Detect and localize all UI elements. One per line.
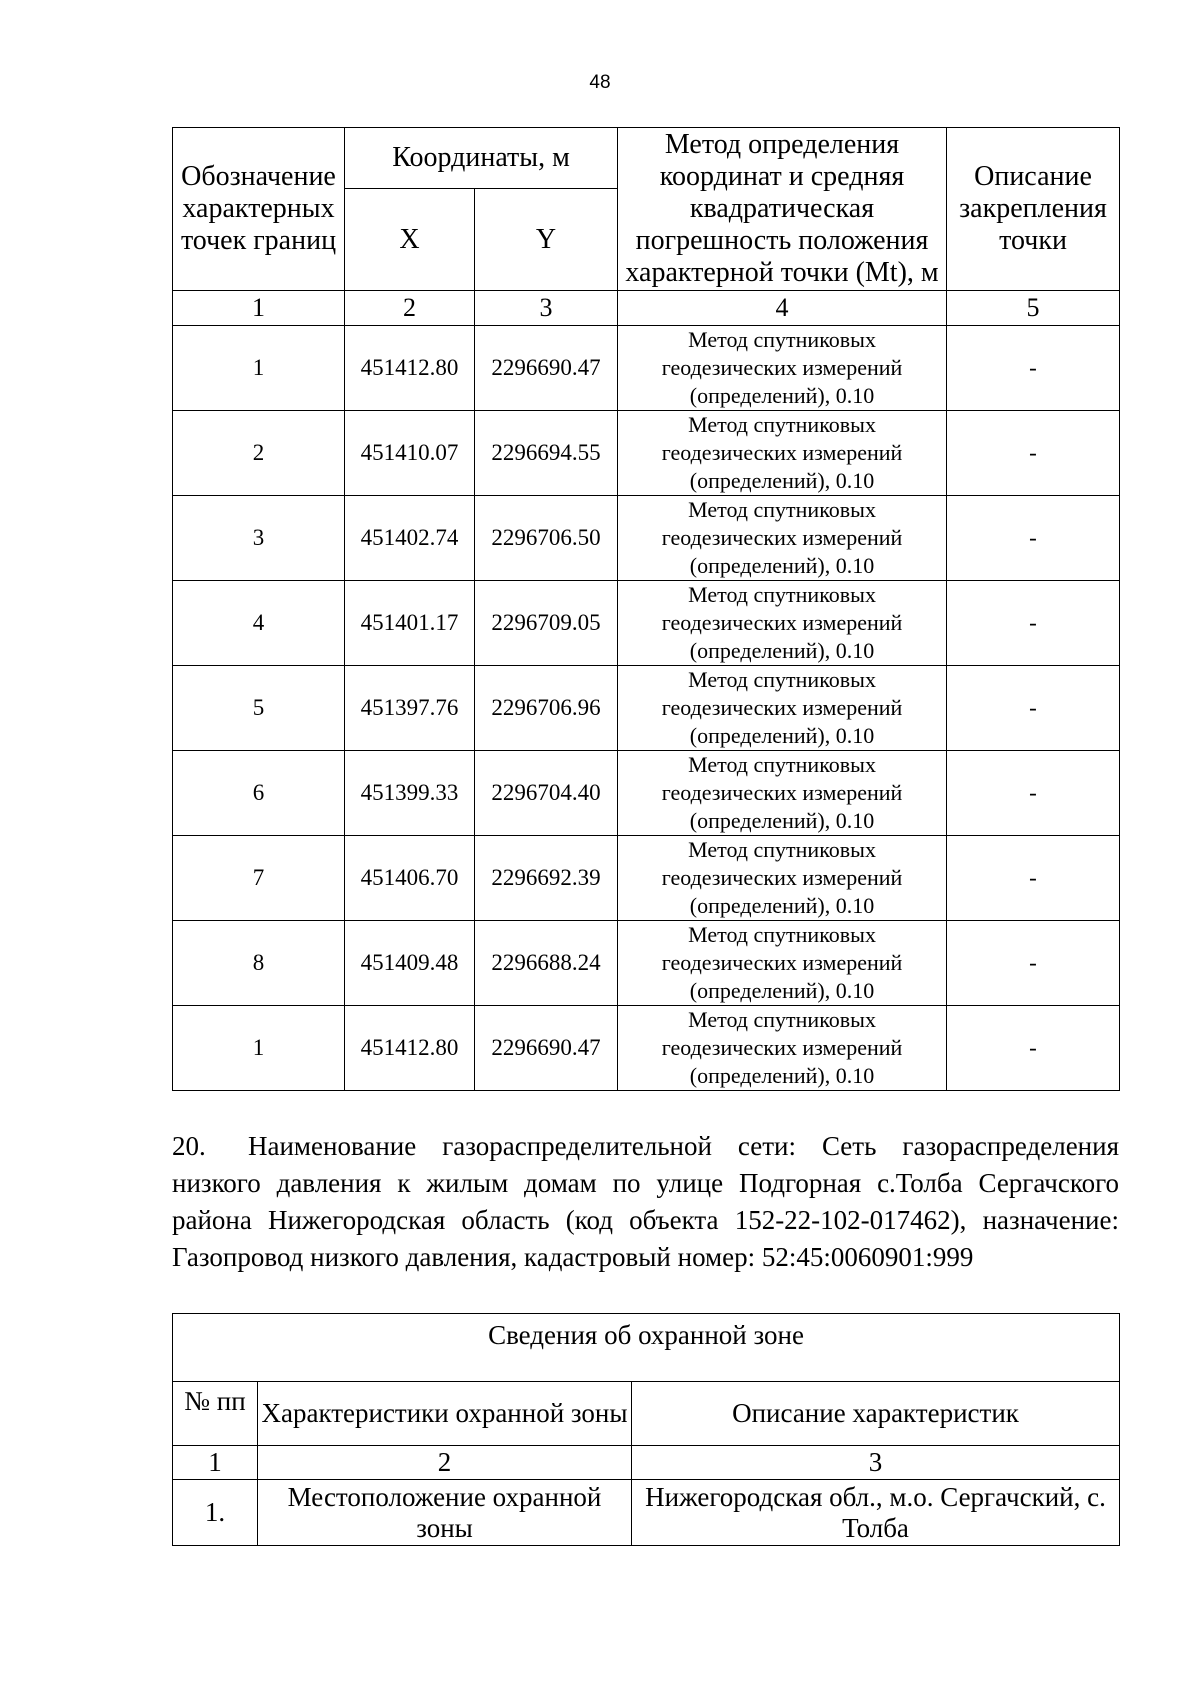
protection-zone-table <box>172 1313 1120 1546</box>
coord-y: 2296709.05 <box>475 581 618 666</box>
row-number: 1. <box>173 1480 258 1546</box>
point-id: 7 <box>173 836 345 921</box>
table-row <box>173 666 1120 751</box>
header-y: Y <box>475 189 618 291</box>
header-coordinates: Координаты, м <box>345 128 618 189</box>
point-id: 8 <box>173 921 345 1006</box>
table-row <box>173 496 1120 581</box>
coord-x: 451410.07 <box>345 411 475 496</box>
coord-x: 451412.80 <box>345 1006 475 1091</box>
coord-y: 2296706.50 <box>475 496 618 581</box>
characteristic-description-cell: Нижегородская обл., м.о. Сергачский, с. Толба <box>632 1480 1120 1546</box>
coord-x: 451402.74 <box>345 496 475 581</box>
coord-x: 451406.70 <box>345 836 475 921</box>
method-cell: Метод спутниковых геодезических измерений (определений), 0.10 <box>618 581 947 666</box>
description-cell: - <box>947 666 1120 751</box>
method-cell: Метод спутниковых геодезических измерений (определений), 0.10 <box>618 411 947 496</box>
description-cell: - <box>947 1006 1120 1091</box>
column-number: 3 <box>475 291 618 326</box>
point-id: 3 <box>173 496 345 581</box>
page-number: 48 <box>589 72 611 93</box>
coord-y: 2296694.55 <box>475 411 618 496</box>
header-method: Метод определения координат и средняя квадратическая погрешность положения характерной точки (Mt), м <box>618 128 947 291</box>
description-cell: - <box>947 496 1120 581</box>
table-row <box>173 921 1120 1006</box>
point-id: 4 <box>173 581 345 666</box>
coord-y: 2296692.39 <box>475 836 618 921</box>
section-number: 20. <box>172 1131 206 1161</box>
section-paragraph <box>172 1128 1119 1276</box>
table-row <box>173 581 1120 666</box>
header-x: X <box>345 189 475 291</box>
header-description: Описание закрепления точки <box>947 128 1120 291</box>
column-number: 3 <box>632 1446 1120 1480</box>
column-number: 1 <box>173 1446 258 1480</box>
coord-y: 2296706.96 <box>475 666 618 751</box>
coord-y: 2296704.40 <box>475 751 618 836</box>
method-cell: Метод спутниковых геодезических измерений (определений), 0.10 <box>618 836 947 921</box>
description-cell: - <box>947 836 1120 921</box>
description-cell: - <box>947 581 1120 666</box>
coord-y: 2296690.47 <box>475 326 618 411</box>
table-row <box>173 836 1120 921</box>
coord-x: 451401.17 <box>345 581 475 666</box>
coord-y: 2296690.47 <box>475 1006 618 1091</box>
description-cell: - <box>947 411 1120 496</box>
description-cell: - <box>947 921 1120 1006</box>
section-text: Наименование газораспределительной сети: Сеть газораспределения низкого давления к жилым домам по улице Подгорная с.Толба Сергачского района Нижегородская область (код объекта 152-22-102-017462), назначение: Газопровод низкого давления, кадастровый номер: 52:45:0060901:999 <box>172 1131 1119 1272</box>
method-cell: Метод спутниковых геодезических измерений (определений), 0.10 <box>618 751 947 836</box>
table-row <box>173 1480 1120 1546</box>
method-cell: Метод спутниковых геодезических измерений (определений), 0.10 <box>618 666 947 751</box>
column-number: 1 <box>173 291 345 326</box>
description-cell: - <box>947 751 1120 836</box>
zone-table-title: Сведения об охранной зоне <box>173 1314 1120 1382</box>
column-number: 4 <box>618 291 947 326</box>
header-designation: Обозначение характерных точек границ <box>173 128 345 291</box>
point-id: 2 <box>173 411 345 496</box>
header-number: № пп <box>173 1382 258 1446</box>
method-cell: Метод спутниковых геодезических измерений (определений), 0.10 <box>618 496 947 581</box>
table-row <box>173 1006 1120 1091</box>
column-numbers-row <box>173 291 1120 326</box>
header-characteristics-description: Описание характеристик <box>632 1382 1120 1446</box>
column-number: 2 <box>258 1446 632 1480</box>
coordinates-table <box>172 127 1120 1091</box>
header-characteristics: Характеристики охранной зоны <box>258 1382 632 1446</box>
characteristic-cell: Местоположение охранной зоны <box>258 1480 632 1546</box>
coord-y: 2296688.24 <box>475 921 618 1006</box>
coord-x: 451397.76 <box>345 666 475 751</box>
point-id: 1 <box>173 326 345 411</box>
point-id: 6 <box>173 751 345 836</box>
table-row <box>173 411 1120 496</box>
column-number: 5 <box>947 291 1120 326</box>
column-number: 2 <box>345 291 475 326</box>
point-id: 1 <box>173 1006 345 1091</box>
description-cell: - <box>947 326 1120 411</box>
method-cell: Метод спутниковых геодезических измерений (определений), 0.10 <box>618 921 947 1006</box>
table-row <box>173 326 1120 411</box>
point-id: 5 <box>173 666 345 751</box>
coord-x: 451409.48 <box>345 921 475 1006</box>
coord-x: 451399.33 <box>345 751 475 836</box>
coord-x: 451412.80 <box>345 326 475 411</box>
method-cell: Метод спутниковых геодезических измерений (определений), 0.10 <box>618 326 947 411</box>
table-row <box>173 751 1120 836</box>
method-cell: Метод спутниковых геодезических измерений (определений), 0.10 <box>618 1006 947 1091</box>
